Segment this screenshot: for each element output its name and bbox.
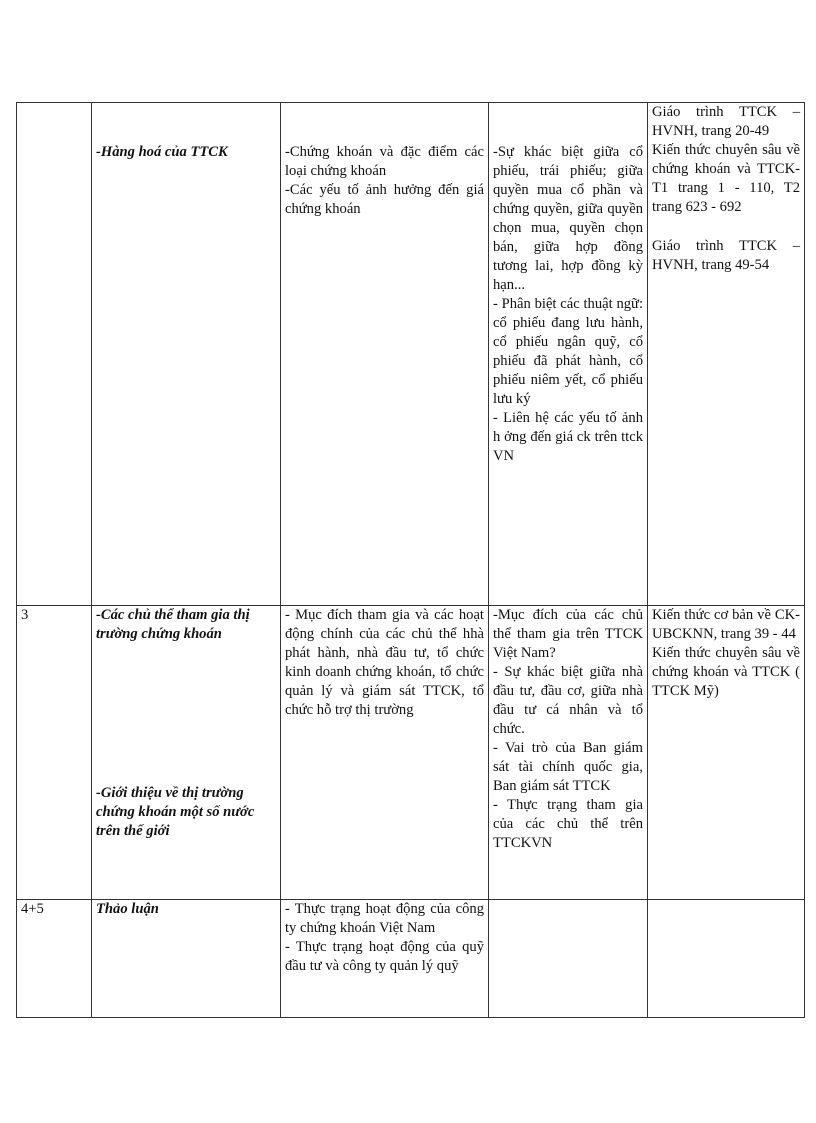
references-cell xyxy=(648,606,805,900)
week-cell: 3 xyxy=(17,606,92,900)
topic-text: -Giới thiệu về thị trường chứng khoán một số nước trên thế giới xyxy=(96,785,255,839)
question-item: - Thực trạng tham gia của các chủ thể trên TTCKVN xyxy=(493,797,643,851)
content-item: - Thực trạng hoạt động của công ty chứng khoán Việt Nam xyxy=(285,901,484,936)
content-item: -Các yếu tố ảnh hưởng đến giá chứng khoán xyxy=(285,182,484,217)
reference-item: Giáo trình TTCK – HVNH, trang 49-54 xyxy=(652,238,800,273)
question-item: - Sự khác biệt giữa nhà đầu tư, đầu cơ, giữa nhà đầu tư cá nhân và tổ chức. xyxy=(493,664,643,737)
content-cell xyxy=(281,606,489,900)
week-cell xyxy=(17,103,92,606)
syllabus-table xyxy=(16,102,805,1018)
references-cell xyxy=(648,900,805,1018)
table-row xyxy=(17,606,805,900)
content-cell xyxy=(281,900,489,1018)
reference-item: Kiến thức chuyên sâu về chứng khoán và TTCK- T1 trang 1 - 110, T2 trang 623 - 692 xyxy=(652,142,800,215)
question-item: -Mục đích của các chủ thể tham gia trên TTCK Việt Nam? xyxy=(493,607,643,661)
topic-cell xyxy=(92,900,281,1018)
question-item: -Sự khác biệt giữa cổ phiếu, trái phiếu; giữa quyền mua cổ phần và chứng quyền, giữa quyền chọn mua, quyền chọn bán, giữa hợp đồng tương lai, hợp đồng kỳ hạn... xyxy=(493,144,643,293)
reference-item: Kiến thức chuyên sâu về chứng khoán và TTCK ( TTCK Mỹ) xyxy=(652,645,800,699)
questions-cell xyxy=(489,606,648,900)
content-item: -Chứng khoán và đặc điểm các loại chứng khoán xyxy=(285,144,484,179)
content-item: - Thực trạng hoạt động của quỹ đầu tư và công ty quản lý quỹ xyxy=(285,939,484,974)
question-item: - Liên hệ các yếu tố ảnh h ởng đến giá ck trên ttck VN xyxy=(493,410,643,464)
references-cell xyxy=(648,103,805,606)
week-cell: 4+5 xyxy=(17,900,92,1018)
question-item: - Vai trò của Ban giám sát tài chính quốc gia, Ban giám sát TTCK xyxy=(493,740,643,794)
topic-cell xyxy=(92,103,281,606)
content-item: - Mục đích tham gia và các hoạt động chính của các chủ thể hhà phát hành, nhà đầu tư, tổ chức kinh doanh chứng khoán, tổ chức quản lý và giám sát TTCK, tổ chức hỗ trợ thị trường xyxy=(285,607,484,718)
question-item: - Phân biệt các thuật ngữ: cổ phiếu đang lưu hành, cổ phiếu ngân quỹ, cổ phiếu đã phát hành, cổ phiếu niêm yết, cổ phiếu lưu ký xyxy=(493,296,643,407)
topic-cell xyxy=(92,606,281,900)
questions-cell xyxy=(489,103,648,606)
topic-text: -Hàng hoá của TTCK xyxy=(96,144,228,160)
reference-item: Kiến thức cơ bản về CK-UBCKNN, trang 39 - 44 xyxy=(652,607,800,642)
content-cell xyxy=(281,103,489,606)
reference-item: Giáo trình TTCK – HVNH, trang 20-49 xyxy=(652,104,800,139)
questions-cell xyxy=(489,900,648,1018)
table-row xyxy=(17,103,805,606)
topic-text: Thảo luận xyxy=(96,901,159,917)
topic-text: -Các chủ thể tham gia thị trường chứng khoán xyxy=(96,607,250,642)
table-row xyxy=(17,900,805,1018)
